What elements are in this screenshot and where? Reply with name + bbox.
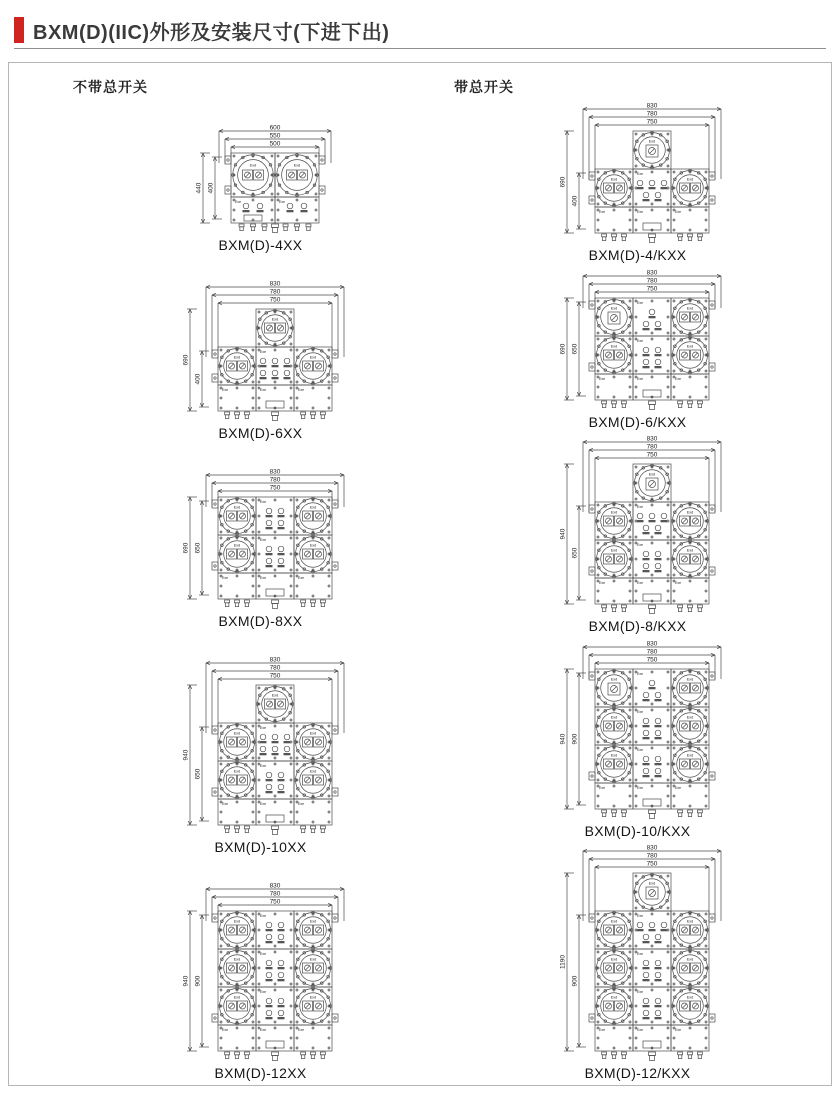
svg-text:Exd: Exd — [686, 677, 693, 682]
svg-text:Exd: Exd — [610, 548, 617, 553]
svg-text:750: 750 — [646, 656, 657, 664]
svg-text:600: 600 — [269, 125, 280, 132]
svg-text:Exd: Exd — [686, 510, 693, 515]
figure-bxmd-8xx — [172, 469, 350, 629]
svg-text:550: 550 — [269, 132, 280, 140]
svg-text:Exd: Exd — [233, 995, 240, 1000]
svg-text:Exd: Exd — [648, 472, 655, 477]
svg-text:Exd: Exd — [293, 163, 300, 168]
svg-text:Exd: Exd — [309, 995, 316, 1000]
svg-text:440: 440 — [195, 182, 202, 194]
drawing-bxmd-6xx — [172, 281, 350, 424]
svg-text:940: 940 — [182, 975, 189, 987]
svg-text:Exe: Exe — [598, 581, 605, 586]
svg-text:Exd: Exd — [233, 505, 240, 510]
svg-text:Exd: Exd — [610, 753, 617, 758]
svg-text:Exe: Exe — [598, 210, 605, 215]
svg-text:Exe: Exe — [221, 802, 228, 806]
svg-text:750: 750 — [269, 484, 280, 492]
svg-text:Exd: Exd — [686, 995, 693, 1000]
svg-text:Exe: Exe — [297, 1028, 304, 1032]
svg-text:780: 780 — [269, 664, 280, 672]
svg-text:Exe: Exe — [636, 1027, 643, 1032]
drawing-bxmd-10xx — [172, 657, 350, 838]
svg-text:Exd: Exd — [233, 543, 240, 548]
svg-text:900: 900 — [571, 733, 578, 744]
svg-text:Exe: Exe — [221, 1028, 228, 1032]
caption-bxmd-6kxx: BXM(D)-6/KXX — [588, 413, 687, 430]
svg-text:780: 780 — [646, 852, 657, 860]
svg-text:Exe: Exe — [636, 989, 643, 994]
svg-text:Exd: Exd — [271, 693, 278, 698]
column-without-main-switch — [9, 63, 420, 1081]
figure-bxmd-8kxx — [549, 436, 727, 634]
svg-text:750: 750 — [646, 118, 657, 126]
svg-text:Exd: Exd — [686, 344, 693, 349]
svg-text:830: 830 — [646, 436, 657, 443]
svg-text:Exe: Exe — [297, 802, 304, 806]
svg-text:Exd: Exd — [610, 957, 617, 962]
svg-text:Exd: Exd — [686, 548, 693, 553]
svg-text:780: 780 — [646, 277, 657, 285]
svg-text:830: 830 — [646, 844, 657, 852]
svg-text:690: 690 — [182, 542, 189, 554]
svg-text:780: 780 — [269, 476, 280, 484]
svg-text:Exd: Exd — [233, 731, 240, 736]
svg-text:750: 750 — [646, 860, 657, 868]
svg-text:Exe: Exe — [674, 1027, 681, 1032]
svg-text:750: 750 — [646, 451, 657, 459]
svg-text:Exd: Exd — [610, 715, 617, 720]
svg-text:Exd: Exd — [686, 753, 693, 758]
svg-text:Exe: Exe — [636, 785, 643, 790]
svg-text:Exd: Exd — [686, 957, 693, 962]
drawing-bxmd-8kxx — [549, 436, 727, 617]
svg-text:690: 690 — [559, 176, 566, 188]
svg-text:Exe: Exe — [636, 300, 643, 305]
svg-text:Exe: Exe — [636, 709, 643, 714]
svg-text:Exe: Exe — [259, 538, 266, 542]
svg-text:780: 780 — [269, 890, 280, 898]
svg-text:Exe: Exe — [636, 543, 643, 548]
svg-text:Exd: Exd — [610, 178, 617, 183]
svg-text:Exe: Exe — [674, 785, 681, 790]
svg-text:Exe: Exe — [259, 388, 266, 392]
drawing-bxmd-8xx — [172, 469, 350, 612]
svg-text:Exe: Exe — [636, 913, 643, 918]
caption-bxmd-8kxx: BXM(D)-8/KXX — [588, 618, 687, 635]
svg-text:400: 400 — [207, 182, 214, 194]
figure-bxmd-10xx — [172, 657, 350, 855]
svg-text:780: 780 — [646, 648, 657, 656]
svg-text:Exe: Exe — [636, 338, 643, 343]
svg-text:780: 780 — [646, 110, 657, 118]
svg-text:Exe: Exe — [636, 505, 643, 510]
header-rule — [14, 48, 826, 49]
svg-text:Exe: Exe — [221, 388, 228, 392]
svg-text:750: 750 — [269, 898, 280, 906]
caption-bxmd-6xx: BXM(D)-6XX — [218, 425, 303, 441]
column-header-right: 带总开关 — [454, 79, 514, 95]
svg-text:690: 690 — [559, 343, 566, 355]
svg-text:Exd: Exd — [686, 715, 693, 720]
column-header-left: 不带总开关 — [73, 79, 148, 95]
svg-text:Exd: Exd — [610, 677, 617, 682]
svg-text:Exe: Exe — [278, 200, 285, 204]
svg-text:Exe: Exe — [598, 1027, 605, 1032]
svg-text:Exd: Exd — [249, 163, 256, 168]
svg-text:Exd: Exd — [309, 543, 316, 548]
svg-text:Exe: Exe — [259, 726, 266, 730]
svg-text:Exe: Exe — [674, 210, 681, 215]
svg-text:Exd: Exd — [309, 919, 316, 924]
svg-text:Exd: Exd — [686, 178, 693, 183]
svg-text:690: 690 — [182, 354, 189, 366]
svg-text:830: 830 — [646, 269, 657, 277]
svg-text:1190: 1190 — [559, 954, 566, 969]
svg-text:Exd: Exd — [648, 140, 655, 145]
svg-text:Exe: Exe — [297, 576, 304, 580]
drawing-bxmd-4kxx — [549, 103, 727, 246]
drawing-bxmd-12xx — [172, 883, 350, 1064]
figure-bxmd-4xx — [185, 125, 337, 253]
svg-text:830: 830 — [269, 281, 280, 288]
figure-bxmd-10kxx — [549, 641, 727, 839]
svg-text:Exd: Exd — [686, 919, 693, 924]
svg-text:750: 750 — [646, 285, 657, 293]
svg-text:Exe: Exe — [636, 172, 643, 177]
title-accent-bar — [14, 17, 24, 43]
svg-text:Exd: Exd — [648, 881, 655, 886]
svg-text:Exe: Exe — [598, 785, 605, 790]
svg-text:Exe: Exe — [674, 581, 681, 586]
svg-text:650: 650 — [571, 343, 578, 355]
svg-text:Exe: Exe — [259, 500, 266, 504]
svg-text:940: 940 — [182, 749, 189, 761]
svg-text:Exe: Exe — [636, 210, 643, 215]
svg-text:400: 400 — [571, 195, 578, 207]
column-with-main-switch — [420, 63, 831, 1081]
caption-bxmd-12kxx: BXM(D)-12/KXX — [584, 1064, 691, 1081]
svg-text:Exe: Exe — [674, 376, 681, 381]
svg-text:830: 830 — [269, 469, 280, 476]
caption-bxmd-10kxx: BXM(D)-10/KXX — [584, 822, 691, 839]
svg-text:780: 780 — [269, 288, 280, 296]
svg-text:830: 830 — [646, 640, 657, 648]
svg-text:Exd: Exd — [610, 344, 617, 349]
svg-text:650: 650 — [194, 768, 201, 780]
figure-bxmd-6kxx — [549, 270, 727, 430]
content-box — [8, 62, 832, 1086]
svg-text:Exd: Exd — [309, 957, 316, 962]
svg-text:Exe: Exe — [598, 376, 605, 381]
caption-bxmd-10xx: BXM(D)-10XX — [214, 839, 307, 855]
svg-text:900: 900 — [194, 975, 201, 987]
svg-text:830: 830 — [646, 103, 657, 110]
svg-text:830: 830 — [269, 657, 280, 664]
svg-text:Exd: Exd — [309, 505, 316, 510]
svg-text:Exe: Exe — [234, 200, 241, 204]
svg-text:400: 400 — [194, 373, 201, 385]
caption-bxmd-8xx: BXM(D)-8XX — [218, 613, 303, 629]
svg-text:Exe: Exe — [636, 951, 643, 956]
svg-text:Exe: Exe — [259, 802, 266, 806]
svg-text:Exd: Exd — [233, 957, 240, 962]
svg-text:830: 830 — [269, 883, 280, 890]
svg-text:Exd: Exd — [233, 769, 240, 774]
svg-text:940: 940 — [559, 733, 566, 744]
svg-text:Exe: Exe — [259, 1028, 266, 1032]
svg-text:650: 650 — [194, 542, 201, 554]
svg-text:650: 650 — [571, 547, 578, 559]
svg-text:Exd: Exd — [686, 306, 693, 311]
page-title: BXM(D)(IIC)外形及安装尺寸(下进下出) — [33, 21, 390, 44]
svg-text:750: 750 — [269, 672, 280, 680]
svg-text:Exd: Exd — [610, 995, 617, 1000]
svg-text:Exd: Exd — [610, 919, 617, 924]
page-header — [14, 16, 840, 44]
svg-text:500: 500 — [269, 140, 280, 148]
drawing-bxmd-6kxx — [549, 270, 727, 413]
svg-text:780: 780 — [646, 443, 657, 451]
svg-text:Exe: Exe — [259, 952, 266, 956]
drawing-bxmd-12kxx — [549, 845, 727, 1064]
figure-bxmd-4kxx — [549, 103, 727, 263]
svg-text:Exe: Exe — [636, 376, 643, 381]
svg-text:Exe: Exe — [259, 990, 266, 994]
svg-text:Exe: Exe — [259, 914, 266, 918]
figure-bxmd-12xx — [172, 883, 350, 1081]
svg-text:Exe: Exe — [259, 576, 266, 580]
svg-text:Exd: Exd — [271, 317, 278, 322]
drawing-bxmd-4xx — [185, 125, 337, 236]
svg-text:Exd: Exd — [309, 731, 316, 736]
svg-text:Exe: Exe — [259, 764, 266, 768]
drawing-bxmd-10kxx — [549, 641, 727, 822]
svg-text:Exe: Exe — [636, 747, 643, 752]
svg-text:Exe: Exe — [259, 350, 266, 354]
svg-text:900: 900 — [571, 975, 578, 987]
svg-text:Exe: Exe — [221, 576, 228, 580]
svg-text:750: 750 — [269, 296, 280, 304]
svg-text:940: 940 — [559, 528, 566, 540]
svg-text:Exd: Exd — [233, 919, 240, 924]
svg-text:Exe: Exe — [636, 671, 643, 676]
svg-text:Exe: Exe — [297, 388, 304, 392]
svg-text:Exd: Exd — [610, 306, 617, 311]
svg-text:Exd: Exd — [309, 355, 316, 360]
svg-text:Exd: Exd — [233, 355, 240, 360]
svg-text:Exd: Exd — [309, 769, 316, 774]
figure-bxmd-6xx — [172, 281, 350, 441]
caption-bxmd-4xx: BXM(D)-4XX — [218, 237, 303, 253]
caption-bxmd-12xx: BXM(D)-12XX — [214, 1065, 307, 1081]
figure-bxmd-12kxx — [549, 845, 727, 1081]
svg-text:Exe: Exe — [636, 581, 643, 586]
svg-text:Exd: Exd — [610, 510, 617, 515]
caption-bxmd-4kxx: BXM(D)-4/KXX — [588, 247, 687, 264]
